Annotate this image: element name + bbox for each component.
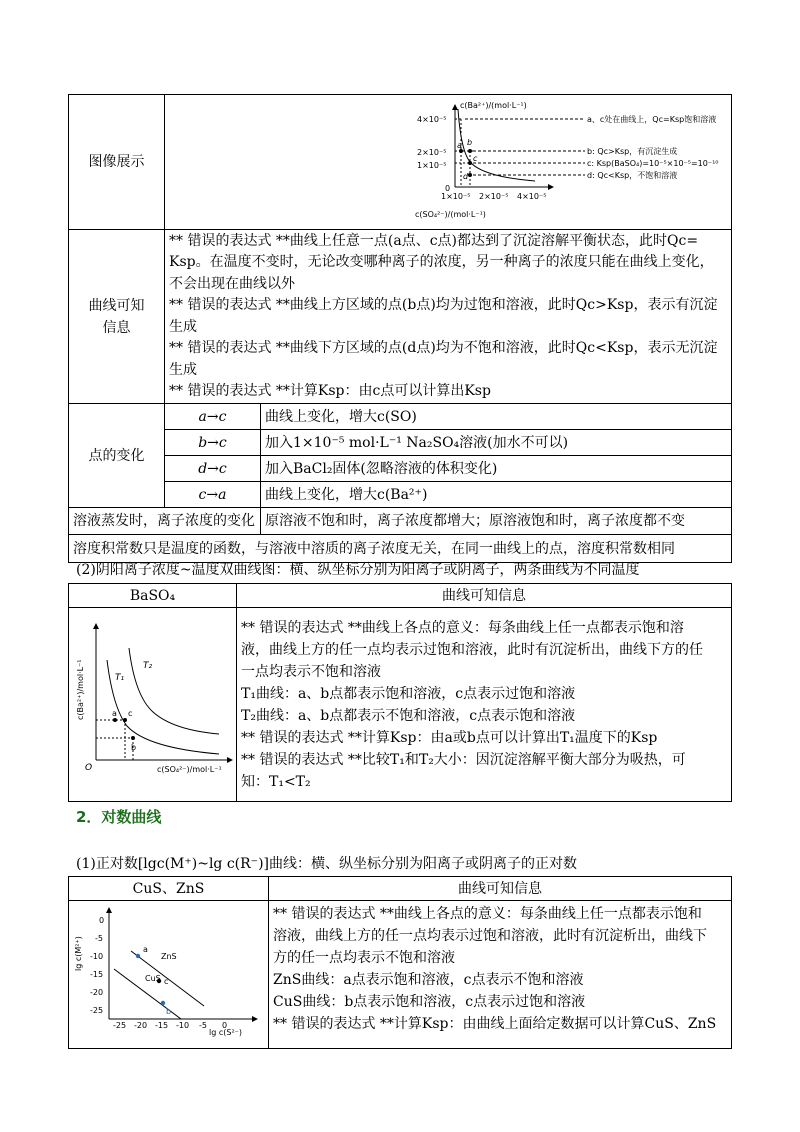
y-axis-label: c(Ba²⁺)/mol·L⁻¹	[76, 659, 85, 720]
two-temp-curve-figure	[69, 608, 236, 794]
cus-zns-table	[68, 876, 732, 1049]
y-tick: 1×10⁻⁵	[417, 161, 447, 170]
point-label: b	[166, 1007, 172, 1016]
x-tick: -5	[199, 1021, 207, 1030]
x-tick: 0	[222, 1021, 228, 1030]
header-info: 曲线可知信息	[237, 584, 732, 608]
origin-label: O	[85, 763, 93, 773]
y-tick: 4×10⁻⁵	[417, 115, 447, 124]
paragraph-2: (2)阴阳离子浓度~温度双曲线图：横、纵坐标分别为阳离子或阴离子，两条曲线为不同温度	[76, 562, 640, 578]
curve-label: T₁	[115, 673, 125, 683]
point-change-path: a→c	[165, 404, 261, 430]
point-b	[161, 1001, 165, 1005]
curve-label: T₂	[143, 661, 153, 671]
point-c	[123, 718, 127, 722]
paragraph-3: (1)正对数[lgc(M⁺)~lg c(R⁻)]曲线：横、纵坐标分别为阳离子或阴离子的正对数	[76, 856, 577, 872]
section-heading-log-curve: 2．对数曲线	[76, 808, 162, 826]
baso4-info-cell: ** 错误的表达式 **曲线上各点的意义：每条曲线上任一点都表示饱和溶 液，曲线上方的任一点均表示过饱和溶液，此时有沉淀析出，曲线下方的任 一点均表示不饱和溶液 T₁曲线：a、b点都表示饱和溶液，c点表示过饱和溶液 T₂曲线：a、b点都表示不饱和溶液，c点表示饱和溶液 ** 错误的表达式 **计算Ksp：由a或b点可以计算出T₁温度下的Ksp ** 错误的表达式 **比较T₁和T₂大小：因沉淀溶解平衡大部分为吸热，可 知：T₁<T₂	[237, 608, 732, 802]
point-d	[468, 173, 472, 177]
point-b	[131, 736, 135, 740]
point-change-path: d→c	[165, 456, 261, 482]
x-axis-label: c(SO₄²⁻)/mol·L⁻¹	[157, 765, 222, 774]
y-tick: -5	[95, 934, 103, 943]
point-label: a	[112, 709, 117, 718]
point-a	[113, 718, 117, 722]
curve-label: CuS	[145, 974, 161, 983]
point-label: b	[467, 138, 473, 147]
row-label-image: 图像展示	[69, 95, 165, 230]
x-axis-label: lg c(S²⁻)	[209, 1028, 242, 1037]
point-label: c	[164, 977, 169, 986]
y-axis-label: lg c(M²⁺)	[74, 936, 83, 971]
x-tick: -10	[176, 1021, 190, 1030]
x-tick: 4×10⁻⁵	[517, 192, 547, 201]
point-c	[468, 161, 472, 165]
row-label-curve: 曲线可知 信息	[69, 230, 165, 404]
y-tick: 0	[445, 184, 451, 193]
point-label: c	[473, 154, 478, 163]
curve-label: ZnS	[161, 952, 177, 961]
point-label: a	[457, 141, 462, 150]
row-label-points: 点的变化	[69, 404, 165, 508]
figure-cell-1	[165, 95, 732, 230]
ksp-curve-figure	[165, 95, 731, 222]
point-change-desc: 曲线上变化，增大c(Ba²⁺)	[261, 482, 732, 508]
point-change-desc: 加入1×10⁻⁵ mol·L⁻¹ Na₂SO₄溶液(加水不可以)	[261, 430, 732, 456]
header-cus-zns: CuS、ZnS	[69, 877, 269, 901]
point-a	[136, 954, 140, 958]
figure-cell-2	[69, 608, 237, 802]
point-change-path: b→c	[165, 430, 261, 456]
y-axis-label: c(Ba²⁺)/(mol·L⁻¹)	[460, 101, 527, 110]
point-label: a	[143, 945, 148, 954]
y-tick: -25	[90, 1006, 104, 1015]
cus-zns-info-cell: ** 错误的表达式 **曲线上各点的意义：每条曲线上任一点都表示饱和 溶液，曲线上方的任一点均表示过饱和溶液，此时有沉淀析出，曲线下 方的任一点均表示不饱和溶液 ZnS曲线：a点表示饱和溶液，c点表示不饱和溶液 CuS曲线：b点表示饱和溶液，c点表示过饱和溶液 ** 错误的表达式 **计算Ksp：由曲线上面给定数据可以计算CuS、ZnS	[269, 901, 732, 1049]
baso4-table	[68, 583, 732, 802]
header-baso4: BaSO₄	[69, 584, 237, 608]
point-b	[468, 149, 472, 153]
x-tick: 1×10⁻⁵	[441, 192, 471, 201]
header-info: 曲线可知信息	[269, 877, 732, 901]
x-axis-label: c(SO₄²⁻)/(mol·L⁻¹)	[415, 210, 486, 219]
x-tick: -15	[155, 1021, 169, 1030]
ksp-note: 溶度积常数只是温度的函数，与溶液中溶质的离子浓度无关，在同一曲线上的点，溶度积常数相同	[69, 535, 732, 563]
x-tick: 2×10⁻⁵	[479, 192, 509, 201]
point-label: b	[131, 743, 137, 752]
y-tick: -20	[90, 988, 104, 997]
annotation: c: Ksp(BaSO₄)=10⁻⁵×10⁻⁵=10⁻¹⁰	[587, 159, 719, 168]
annotation: d: Qc<Ksp，不饱和溶液	[587, 171, 678, 180]
log-curve-figure	[69, 901, 268, 1041]
y-tick: -10	[90, 952, 104, 961]
point-change-desc: 曲线上变化，增大c(SO)	[261, 404, 732, 430]
solubility-table	[68, 94, 732, 563]
y-tick: -15	[90, 970, 104, 979]
annotation: a、c处在曲线上，Qc=Ksp饱和溶液	[587, 115, 717, 124]
evap-label: 溶液蒸发时，离子浓度的变化	[69, 508, 261, 535]
point-label: d	[463, 172, 469, 181]
point-label: c	[128, 709, 133, 718]
x-tick: -20	[134, 1021, 148, 1030]
annotation: b: Qc>Ksp，有沉淀生成	[587, 147, 678, 156]
y-tick: 2×10⁻⁵	[417, 148, 447, 157]
point-change-path: c→a	[165, 482, 261, 508]
point-change-desc: 加入BaCl₂固体(忽略溶液的体积变化)	[261, 456, 732, 482]
evap-desc: 原溶液不饱和时，离子浓度都增大；原溶液饱和时，离子浓度都不变	[261, 508, 732, 535]
curve-info-cell: ** 错误的表达式 **曲线上任意一点(a点、c点)都达到了沉淀溶解平衡状态，此时Qc= Ksp。在温度不变时，无论改变哪种离子的浓度，另一种离子的浓度只能在曲线上变化， 不会出现在曲线以外 ** 错误的表达式 **曲线上方区域的点(b点)均为过饱和溶液，此时Qc>Ksp，表示有沉淀 生成 ** 错误的表达式 **曲线下方区域的点(d点)均为不饱和溶液，此时Qc<Ksp，表示无沉淀 生成 ** 错误的表达式 **计算Ksp：由c点可以计算出Ksp	[165, 230, 732, 404]
x-tick: -25	[113, 1021, 127, 1030]
figure-cell-3	[69, 901, 269, 1049]
y-tick: 0	[99, 916, 105, 925]
